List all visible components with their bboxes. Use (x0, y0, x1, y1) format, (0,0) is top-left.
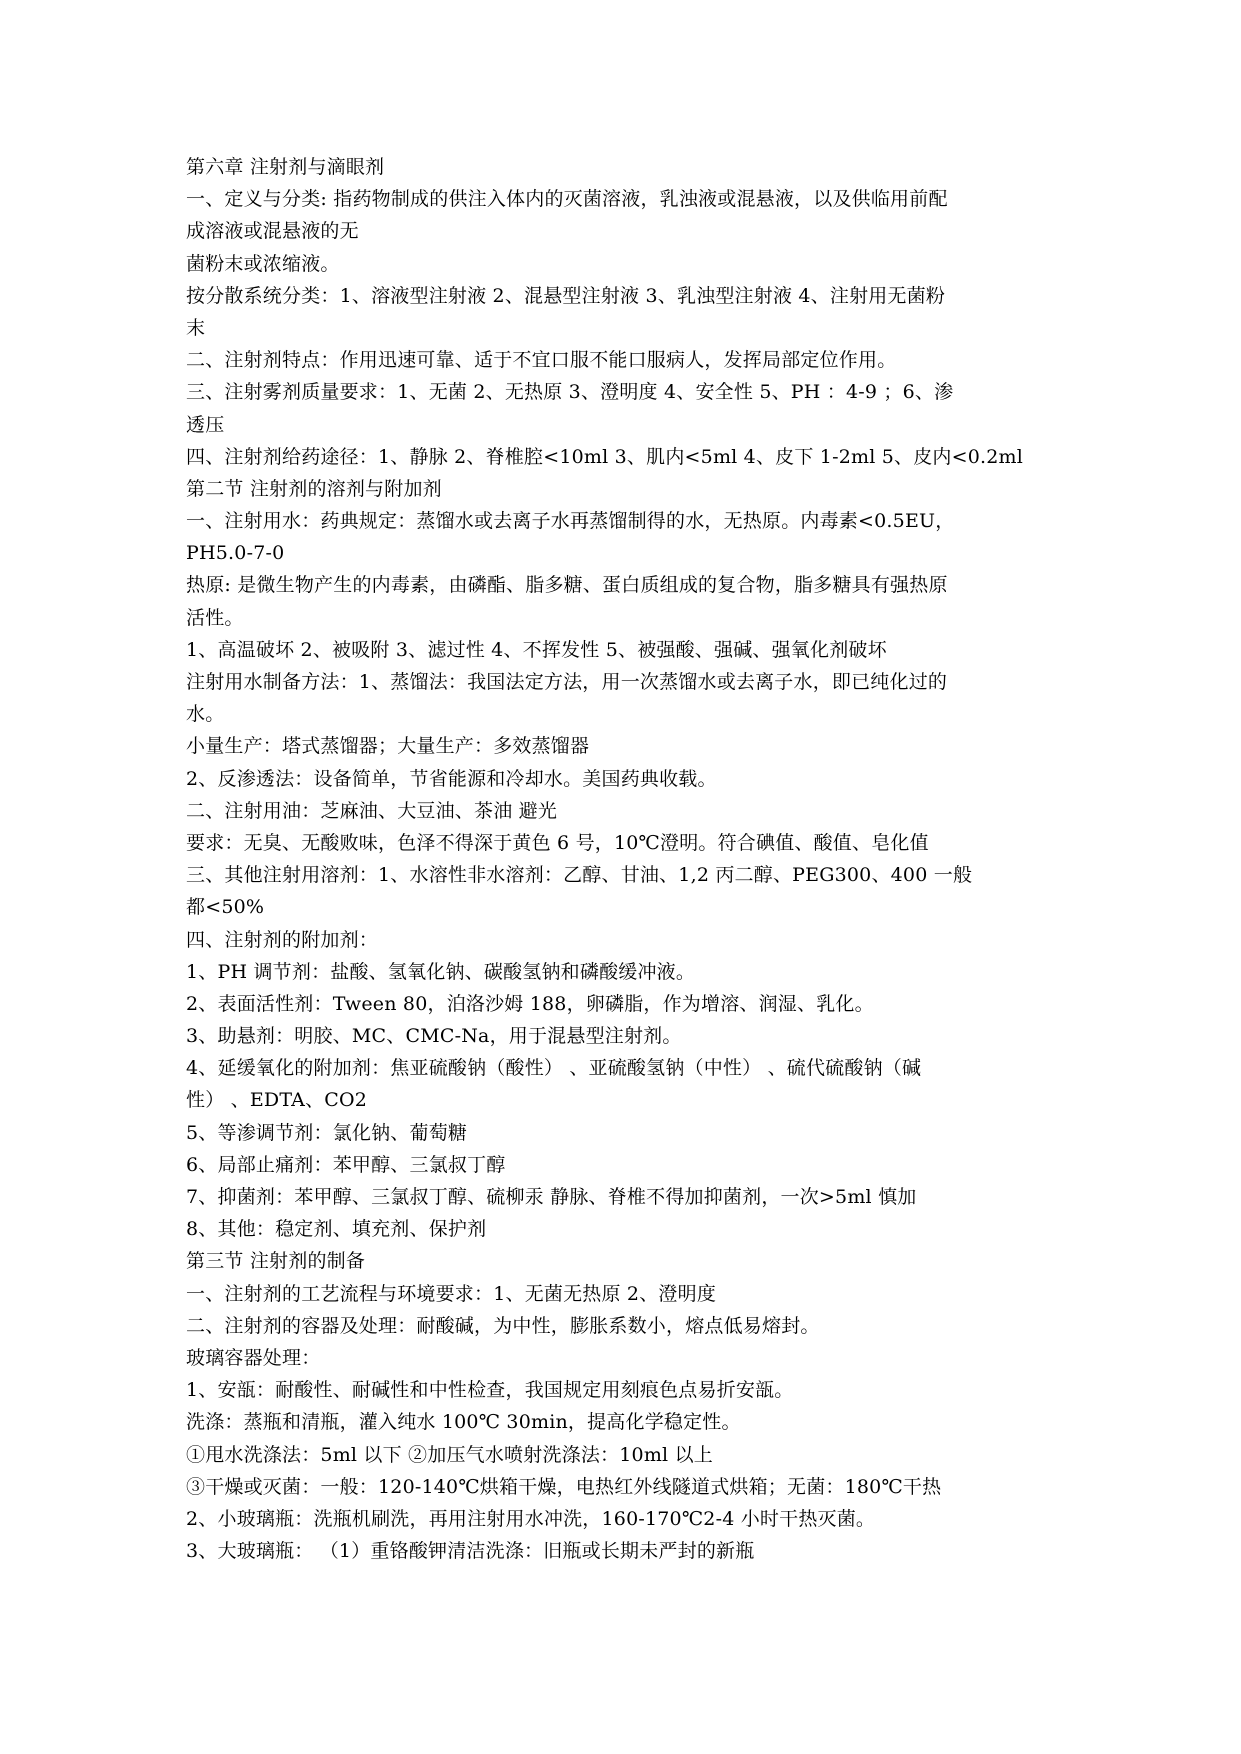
text-line: 水。 (186, 703, 225, 726)
text-line: 2、表面活性剂：Tween 80，泊洛沙姆 188，卵磷脂，作为增溶、润湿、乳化。 (186, 992, 874, 1015)
text-line: 一、注射用水：药典规定：蒸馏水或去离子水再蒸馏制得的水，无热原。内毒素<0.5EU， (186, 510, 955, 533)
text-line: 末 (186, 316, 206, 339)
text-line: 按分散系统分类：1、溶液型注射液 2、混悬型注射液 3、乳浊型注射液 4、注射用无菌粉 (186, 284, 946, 307)
text-line: ①甩水洗涤法：5ml 以下 ②加压气水喷射洗涤法：10ml 以上 (186, 1443, 713, 1466)
text-line: 二、注射剂的容器及处理：耐酸碱，为中性，膨胀系数小，熔点低易熔封。 (186, 1314, 820, 1337)
text-line: 1、安瓿：耐酸性、耐碱性和中性检查，我国规定用刻痕色点易折安瓿。 (186, 1379, 794, 1402)
text-line: 8、其他：稳定剂、填充剂、保护剂 (186, 1218, 487, 1241)
text-line: 6、局部止痛剂：苯甲醇、三氯叔丁醇 (186, 1153, 506, 1176)
text-line: 一、注射剂的工艺流程与环境要求：1、无菌无热原 2、澄明度 (186, 1282, 717, 1305)
text-line: 3、大玻璃瓶： （1）重铬酸钾清洁洗涤：旧瓶或长期未严封的新瓶 (186, 1540, 755, 1563)
text-line: 2、小玻璃瓶：洗瓶机刷洗，再用注射用水冲洗，160-170℃2-4 小时干热灭菌。 (186, 1507, 876, 1530)
text-line: 玻璃容器处理： (186, 1346, 321, 1369)
text-line: 小量生产：塔式蒸馏器；大量生产：多效蒸馏器 (186, 735, 590, 758)
text-line: 四、注射剂给药途径：1、静脉 2、脊椎腔<10ml 3、肌内<5ml 4、皮下 1-2ml 5、皮内<0.2ml (186, 445, 1024, 468)
text-line: 7、抑菌剂：苯甲醇、三氯叔丁醇、硫柳汞 静脉、脊椎不得加抑菌剂，一次>5ml 慎加 (186, 1186, 917, 1208)
text-line: 要求：无臭、无酸败味，色泽不得深于黄色 6 号，10℃澄明。符合碘值、酸值、皂化值 (186, 831, 929, 854)
text-line: 成溶液或混悬液的无 (186, 220, 359, 243)
section-heading: 第二节 注射剂的溶剂与附加剂 (186, 477, 442, 500)
section-heading: 第三节 注射剂的制备 (186, 1250, 366, 1273)
text-line: 透压 (186, 413, 225, 436)
text-line: 二、注射用油：芝麻油、大豆油、茶油 避光 (186, 799, 558, 822)
text-line: 性） 、EDTA、CO2 (186, 1089, 368, 1112)
text-line: 2、反渗透法：设备简单，节省能源和冷却水。美国药典收载。 (186, 767, 717, 790)
document-page (186, 151, 1066, 1567)
text-line: 5、等渗调节剂：氯化钠、葡萄糖 (186, 1121, 468, 1144)
text-line: 都<50% (186, 896, 265, 919)
text-line: 4、延缓氧化的附加剂：焦亚硫酸钠（酸性） 、亚硫酸氢钠（中性） 、硫代硫酸钠（碱 (186, 1057, 922, 1080)
text-line: 活性。 (186, 606, 244, 629)
text-line: 三、注射雾剂质量要求：1、无菌 2、无热原 3、澄明度 4、安全性 5、PH ：4-9 ；6、渗 (186, 381, 954, 404)
text-line: 四、注射剂的附加剂： (186, 928, 379, 951)
text-line: 3、助悬剂：明胶、MC、CMC-Na，用于混悬型注射剂。 (186, 1025, 682, 1048)
text-line: 热原: 是微生物产生的内毒素，由磷酯、脂多糖、蛋白质组成的复合物，脂多糖具有强热原 (186, 574, 948, 597)
text-line: 菌粉末或浓缩液。 (186, 252, 340, 275)
chapter-title: 第六章 注射剂与滴眼剂 (186, 156, 385, 178)
text-line: 一、定义与分类: 指药物制成的供注入体内的灭菌溶液，乳浊液或混悬液，以及供临用前配 (186, 188, 948, 211)
text-line: 洗涤：蒸瓶和清瓶，灌入纯水 100℃ 30min，提高化学稳定性。 (186, 1411, 741, 1434)
text-line: 注射用水制备方法：1、蒸馏法：我国法定方法，用一次蒸馏水或去离子水，即已纯化过的 (186, 671, 948, 693)
text-line: PH5.0-7-0 (186, 542, 285, 565)
text-line: 三、其他注射用溶剂：1、水溶性非水溶剂：乙醇、甘油、1,2 丙二醇、PEG300、400 一般 (186, 864, 973, 887)
text-line: ③干燥或灭菌：一般：120-140℃烘箱干燥，电热红外线隧道式烘箱；无菌：180℃干热 (186, 1475, 942, 1498)
text-line: 1、高温破坏 2、被吸附 3、滤过性 4、不挥发性 5、被强酸、强碱、强氧化剂破坏 (186, 638, 887, 661)
text-line: 1、PH 调节剂：盐酸、氢氧化钠、碳酸氢钠和磷酸缓冲液。 (186, 960, 696, 983)
text-line: 二、注射剂特点：作用迅速可靠、适于不宜口服不能口服病人，发挥局部定位作用。 (186, 349, 897, 372)
